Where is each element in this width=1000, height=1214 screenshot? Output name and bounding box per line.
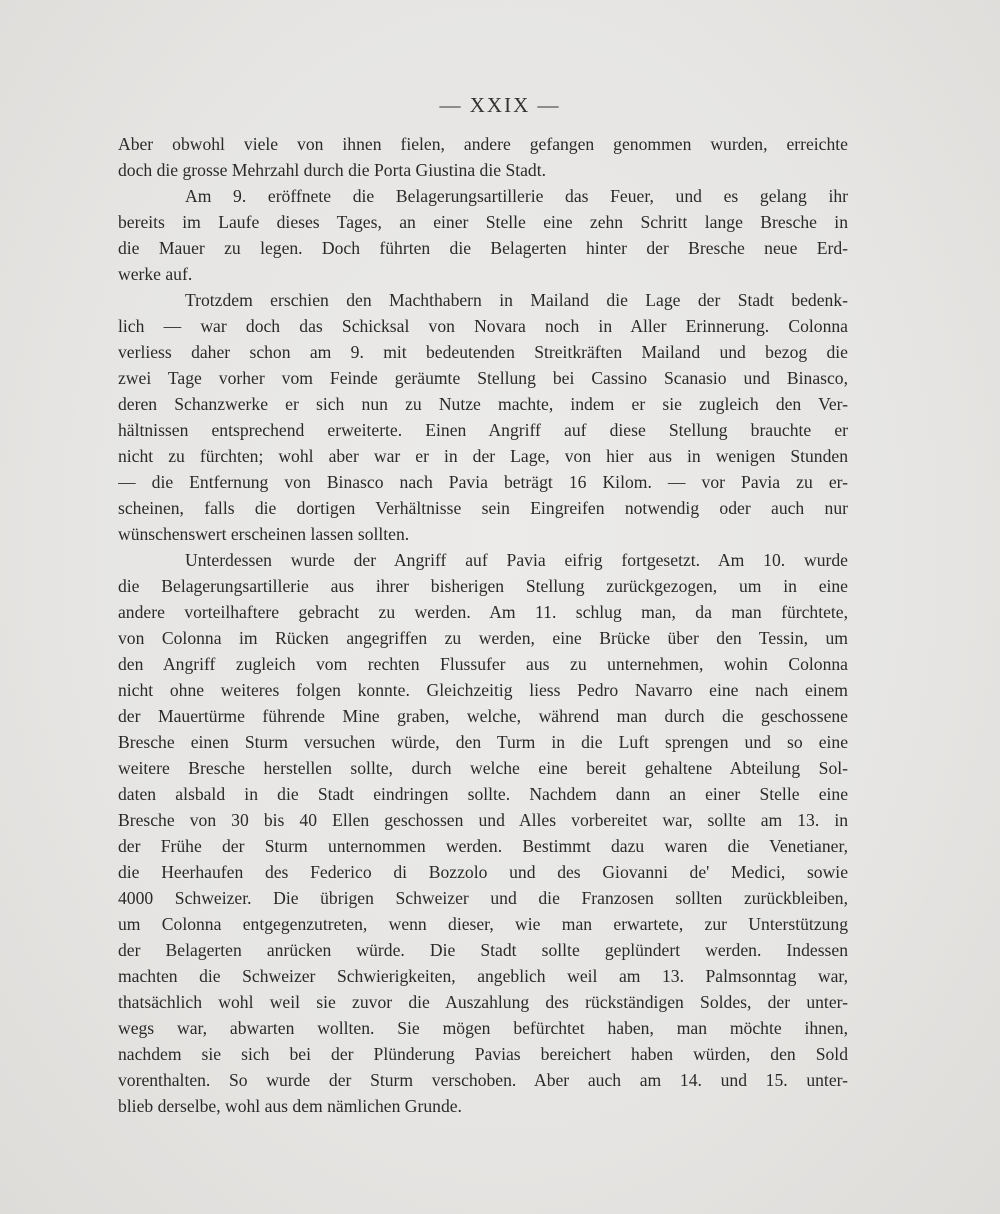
text-line: der Mauertürme führende Mine graben, welche, während man durch die geschossene	[118, 706, 848, 726]
text-line: machten die Schweizer Schwierigkeiten, angeblich weil am 13. Palmsonntag war,	[118, 966, 848, 986]
text-line: daten alsbald in die Stadt eindringen sollte. Nachdem dann an einer Stelle eine	[118, 784, 848, 804]
text-line: die Heerhaufen des Federico di Bozzolo und des Giovanni de' Medici, sowie	[118, 862, 848, 882]
text-line: doch die grosse Mehrzahl durch die Porta Giustina die Stadt.	[118, 160, 547, 180]
text-line: Am 9. eröffnete die Belagerungsartillerie das Feuer, und es gelang ihr	[185, 186, 848, 206]
text-line: werke auf.	[118, 264, 193, 284]
text-line: weitere Bresche herstellen sollte, durch welche eine bereit gehaltene Abteilung Sol-	[118, 758, 848, 778]
text-line: nicht zu fürchten; wohl aber war er in der Lage, von hier aus in wenigen Stunden	[118, 446, 848, 466]
text-line: andere vorteilhaftere gebracht zu werden. Am 11. schlug man, da man fürchtete,	[118, 602, 848, 622]
text-line: hältnissen entsprechend erweiterte. Einen Angriff auf diese Stellung brauchte er	[118, 420, 848, 440]
text-line: — die Entfernung von Binasco nach Pavia beträgt 16 Kilom. — vor Pavia zu er-	[118, 472, 848, 492]
text-line: um Colonna entgegenzutreten, wenn dieser, wie man erwartete, zur Unterstützung	[118, 914, 848, 934]
text-line: zwei Tage vorher vom Feinde geräumte Stellung bei Cassino Scanasio und Binasco,	[118, 368, 848, 388]
text-line: Aber obwohl viele von ihnen fielen, andere gefangen genommen wurden, erreichte	[118, 134, 848, 154]
text-line: vorenthalten. So wurde der Sturm verschoben. Aber auch am 14. und 15. unter-	[118, 1070, 848, 1090]
text-line: Unterdessen wurde der Angriff auf Pavia eifrig fortgesetzt. Am 10. wurde	[185, 550, 848, 570]
text-line: den Angriff zugleich vom rechten Flussufer aus zu unternehmen, wohin Colonna	[118, 654, 848, 674]
text-line: wegs war, abwarten wollten. Sie mögen befürchtet haben, man möchte ihnen,	[118, 1018, 848, 1038]
text-line: die Mauer zu legen. Doch führten die Belagerten hinter der Bresche neue Erd-	[118, 238, 848, 258]
text-line: die Belagerungsartillerie aus ihrer bisherigen Stellung zurückgezogen, um in eine	[118, 576, 848, 596]
text-line: scheinen, falls die dortigen Verhältnisse sein Eingreifen notwendig oder auch nur	[118, 498, 848, 518]
text-line: deren Schanzwerke er sich nun zu Nutze machte, indem er sie zugleich den Ver-	[118, 394, 848, 414]
page-number-header: — XXIX —	[439, 93, 561, 117]
text-line: lich — war doch das Schicksal von Novara noch in Aller Erinnerung. Colonna	[118, 316, 848, 336]
text-line: der Belagerten anrücken würde. Die Stadt sollte geplündert werden. Indessen	[118, 940, 848, 960]
text-line: wünschenswert erscheinen lassen sollten.	[118, 524, 410, 544]
text-line: Bresche von 30 bis 40 Ellen geschossen und Alles vorbereitet war, sollte am 13. in	[118, 810, 848, 830]
text-line: blieb derselbe, wohl aus dem nämlichen Grunde.	[118, 1096, 462, 1116]
text-line: der Frühe der Sturm unternommen werden. Bestimmt dazu waren die Venetianer,	[118, 836, 848, 856]
text-line: Trotzdem erschien den Machthabern in Mailand die Lage der Stadt bedenk-	[185, 290, 848, 310]
text-line: nicht ohne weiteres folgen konnte. Gleichzeitig liess Pedro Navarro eine nach einem	[118, 680, 848, 700]
text-line: thatsächlich wohl weil sie zuvor die Auszahlung des rückständigen Soldes, der unter-	[118, 992, 848, 1012]
text-line: von Colonna im Rücken angegriffen zu werden, eine Brücke über den Tessin, um	[118, 628, 848, 648]
text-line: verliess daher schon am 9. mit bedeutenden Streitkräften Mailand und bezog die	[118, 342, 848, 362]
text-line: bereits im Laufe dieses Tages, an einer Stelle eine zehn Schritt lange Bresche in	[118, 212, 848, 232]
text-line: nachdem sie sich bei der Plünderung Pavias bereichert haben würden, den Sold	[118, 1044, 848, 1064]
body-text	[118, 131, 848, 1119]
text-line: 4000 Schweizer. Die übrigen Schweizer und die Franzosen sollten zurückbleiben,	[118, 888, 848, 908]
text-line: Bresche einen Sturm versuchen würde, den Turm in die Luft sprengen und so eine	[118, 732, 848, 752]
